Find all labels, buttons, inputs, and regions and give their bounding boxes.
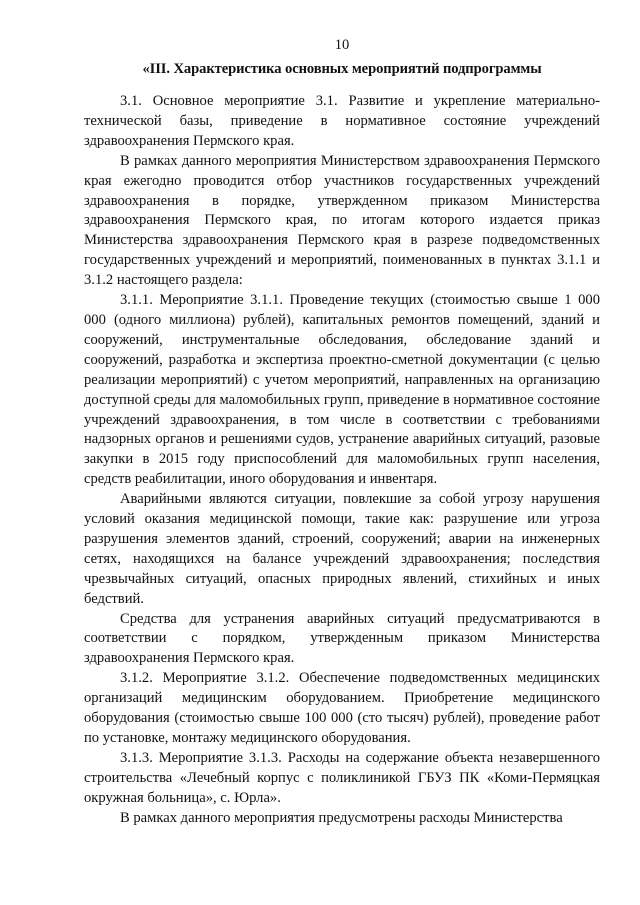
paragraph-emergency-definition: Аварийными являются ситуации, повлекшие за собой угрозу нарушения условий оказания медицинской помощи, такие как: разрушение или угроза разрушения элементов зданий, строений, сооружений; аварии на инженерных сетях, находящихся на балансе учреждений здравоохранения; последствия чрезвычайных ситуаций, опасных природных явлений, стихийных и иных бедствий.: [84, 491, 600, 607]
paragraph-emergency-funds: Средства для устранения аварийных ситуаций предусматриваются в соответствии с порядком, утвержденным приказом Министерства здравоохранения Пермского края.: [84, 610, 600, 667]
document-body: [84, 92, 600, 829]
section-heading: «III. Характеристика основных мероприятий подпрограммы: [142, 61, 542, 77]
paragraph-3-1-1: 3.1.1. Мероприятие 3.1.1. Проведение текущих (стоимостью свыше 1 000 000 (одного миллиона) рублей), капитальных ремонтов помещений, зданий и сооружений, инструментальные обследования, обследование зданий и сооружений, разработка и экспертиза проектно-сметной документации (с целью реализации мероприятий) с учетом мероприятий, направленных на организацию доступной среды для маломобильных групп, приведение в нормативное состояние учреждений здравоохранения, в том числе в соответствии с требованиями надзорных органов и решениями судов, устранение аварийных ситуаций, разовые закупки в 2015 году приспособлений для маломобильных групп населения, средств реабилитации, иного оборудования и инвентаря.: [84, 292, 600, 488]
paragraph-expenses: В рамках данного мероприятия предусмотрены расходы Министерства: [120, 809, 563, 826]
paragraph-3-1: 3.1. Основное мероприятие 3.1. Развитие и укрепление материально-технической базы, приведение в нормативное состояние учреждений здравоохранения Пермского края.: [84, 93, 600, 149]
paragraph-selection: В рамках данного мероприятия Министерством здравоохранения Пермского края ежегодно проводится отбор участников государственных учреждений здравоохранения в порядке, утвержденном приказом Министерства здравоохранения Пермского края, по итогам которого издается приказ Министерства здравоохранения Пермского края в разрезе подведомственных государственных учреждений и мероприятий, поименованных в пунктах 3.1.1 и 3.1.2 настоящего раздела:: [84, 152, 600, 289]
paragraph-3-1-3: 3.1.3. Мероприятие 3.1.3. Расходы на содержание объекта незавершенного строительства «Лечебный корпус с поликлиникой ГБУЗ ПК «Коми-Пермяцкая окружная больница», с. Юрла».: [84, 749, 600, 806]
paragraph-3-1-2: 3.1.2. Мероприятие 3.1.2. Обеспечение подведомственных медицинских организаций медицинским оборудованием. Приобретение медицинского оборудования (стоимостью свыше 100 000 (сто тысяч) рублей), проведение работ по установке, монтажу медицинского оборудования.: [84, 670, 600, 746]
page-number: 10: [334, 37, 350, 53]
